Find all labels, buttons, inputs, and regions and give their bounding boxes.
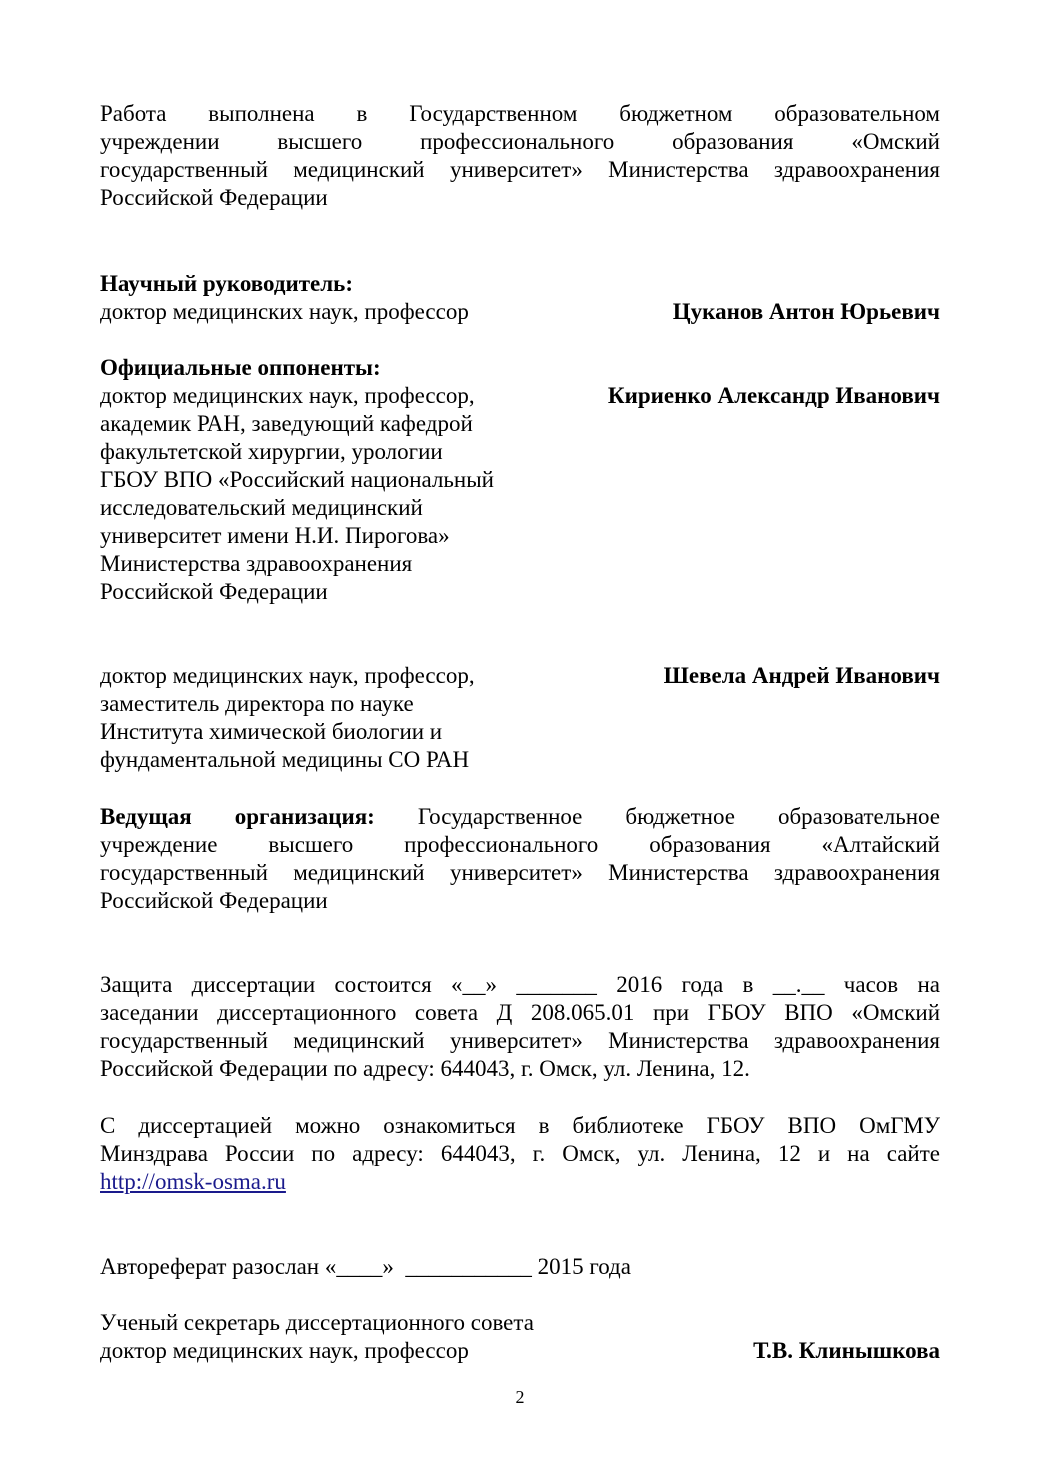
secretary-section: [100, 1309, 940, 1365]
intro-paragraph: [100, 100, 940, 212]
opponent-2-name: Шевела Андрей Иванович: [663, 663, 940, 688]
opponent-1-name: Кириенко Александр Иванович: [607, 383, 940, 408]
supervisor-heading: Научный руководитель:: [100, 271, 353, 296]
opponents-section: [100, 354, 940, 606]
library-paragraph: [100, 1112, 940, 1196]
opponent-1-line: ГБОУ ВПО «Российский национальный: [100, 467, 494, 492]
opponent-2-line: заместитель директора по науке: [100, 691, 414, 716]
opponent-1-line: Российской Федерации: [100, 579, 328, 604]
opponent-1-line: академик РАН, заведующий кафедрой: [100, 411, 473, 436]
opponent-1-line: факультетской хирургии, урологии: [100, 439, 443, 464]
opponent-2-section: [100, 662, 940, 774]
secretary-name: Т.В. Клинышкова: [753, 1338, 940, 1363]
secretary-line: Ученый секретарь диссертационного совета: [100, 1310, 534, 1335]
opponents-heading: Официальные оппоненты:: [100, 355, 381, 380]
leading-line: учреждение высшего профессионального образования «Алтайский: [100, 832, 940, 857]
intro-line: Работа выполнена в Государственном бюджетном образовательном: [100, 101, 940, 126]
leading-line: [100, 803, 940, 831]
leading-organization-paragraph: [100, 803, 940, 915]
opponent-2-line: Института химической биологии и: [100, 719, 443, 744]
supervisor-title: доктор медицинских наук, профессор: [100, 299, 469, 324]
leading-line: Российской Федерации: [100, 888, 328, 913]
defense-line: заседании диссертационного совета Д 208.065.01 при ГБОУ ВПО «Омский: [100, 1000, 940, 1025]
page-number: 2: [515, 1387, 525, 1407]
defense-paragraph: [100, 971, 940, 1083]
library-line: Минздрава России по адресу: 644043, г. Омск, ул. Ленина, 12 и на сайте: [100, 1141, 940, 1166]
leading-line: государственный медицинский университет» Министерства здравоохранения: [100, 860, 940, 885]
leading-line-rest: Государственное бюджетное образовательное: [417, 804, 940, 829]
defense-line: Защита диссертации состоится «__» _______ 2016 года в __.__ часов на: [100, 972, 940, 997]
intro-line: государственный медицинский университет» Министерства здравоохранения: [100, 157, 940, 182]
supervisor-name: Цуканов Антон Юрьевич: [672, 299, 940, 324]
opponent-1-line: доктор медицинских наук, профессор,: [100, 383, 475, 408]
secretary-title: доктор медицинских наук, профессор: [100, 1338, 469, 1363]
intro-line: учреждении высшего профессионального образования «Омский: [100, 129, 940, 154]
opponent-1-line: исследовательский медицинский: [100, 495, 423, 520]
sent-line: [100, 1253, 940, 1281]
intro-line: Российской Федерации: [100, 185, 328, 210]
supervisor-section: [100, 270, 940, 326]
opponent-1-line: университет имени Н.И. Пирогова»: [100, 523, 450, 548]
leading-label: Ведущая организация:: [100, 804, 375, 829]
opponent-1-line: Министерства здравоохранения: [100, 551, 413, 576]
opponent-2-line: фундаментальной медицины СО РАН: [100, 747, 470, 772]
library-line: С диссертацией можно ознакомиться в библиотеке ГБОУ ВПО ОмГМУ: [100, 1113, 940, 1138]
website-link[interactable]: http://omsk-osma.ru: [100, 1169, 286, 1194]
opponent-2-line: доктор медицинских наук, профессор,: [100, 663, 475, 688]
defense-line: государственный медицинский университет» Министерства здравоохранения: [100, 1028, 940, 1053]
sent-text: Автореферат разослан «____» ___________ 2015 года: [100, 1254, 631, 1279]
defense-line: Российской Федерации по адресу: 644043, г. Омск, ул. Ленина, 12.: [100, 1056, 750, 1081]
